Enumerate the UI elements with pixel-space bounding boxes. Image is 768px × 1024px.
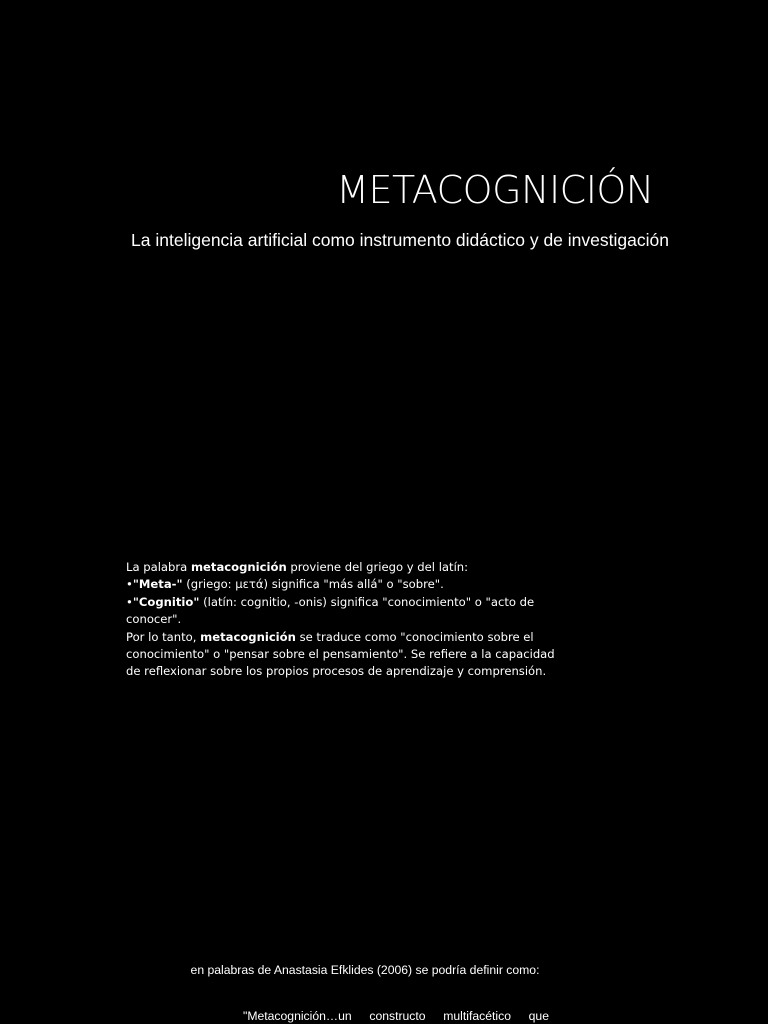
conclusion-term: metacognición bbox=[200, 629, 296, 644]
definition-intro: en palabras de Anastasia Efklides (2006) se podría definir como: bbox=[190, 963, 540, 977]
bullet-cognitio-term: "Cognitio" bbox=[132, 594, 200, 609]
bullet-cognitio-text: (latín: cognitio, -onis) significa "conocimiento" o "acto de conocer". bbox=[126, 594, 535, 627]
etymology-intro-line bbox=[126, 559, 566, 576]
etymology-bullet-cognitio bbox=[126, 594, 566, 629]
etymology-intro-post: proviene del griego y del latín: bbox=[286, 560, 469, 574]
quote-word: que bbox=[528, 1009, 549, 1023]
quote-word: constructo bbox=[369, 1009, 426, 1023]
bullet-mark: • bbox=[126, 577, 133, 592]
conclusion-pre: Por lo tanto, bbox=[126, 629, 201, 644]
quote-word: multifacético bbox=[443, 1009, 511, 1023]
bullet-mark: • bbox=[126, 594, 133, 609]
bullet-meta-text: (griego: μετά) significa "más allá" o "sobre". bbox=[182, 577, 444, 592]
quote-word: "Metacognición…un bbox=[243, 1009, 352, 1023]
etymology-intro-pre: La palabra bbox=[126, 560, 191, 574]
bullet-meta-term: "Meta-" bbox=[132, 577, 183, 592]
conclusion-post: se traduce como "conocimiento sobre el conocimiento" o "pensar sobre el pensamiento". Se refiere a la capacidad de reflexionar sobre los propios procesos de aprendizaje y comprensión. bbox=[126, 629, 555, 679]
definition-quote-line bbox=[243, 1008, 549, 1024]
etymology-conclusion bbox=[126, 629, 566, 681]
page-subtitle: La inteligencia artificial como instrumento didáctico y de investigación bbox=[131, 230, 669, 250]
etymology-paragraph bbox=[126, 559, 566, 681]
etymology-bullet-meta bbox=[126, 576, 566, 593]
page-title: METACOGNICIÓN bbox=[336, 168, 654, 212]
etymology-intro-term: metacognición bbox=[190, 560, 287, 574]
